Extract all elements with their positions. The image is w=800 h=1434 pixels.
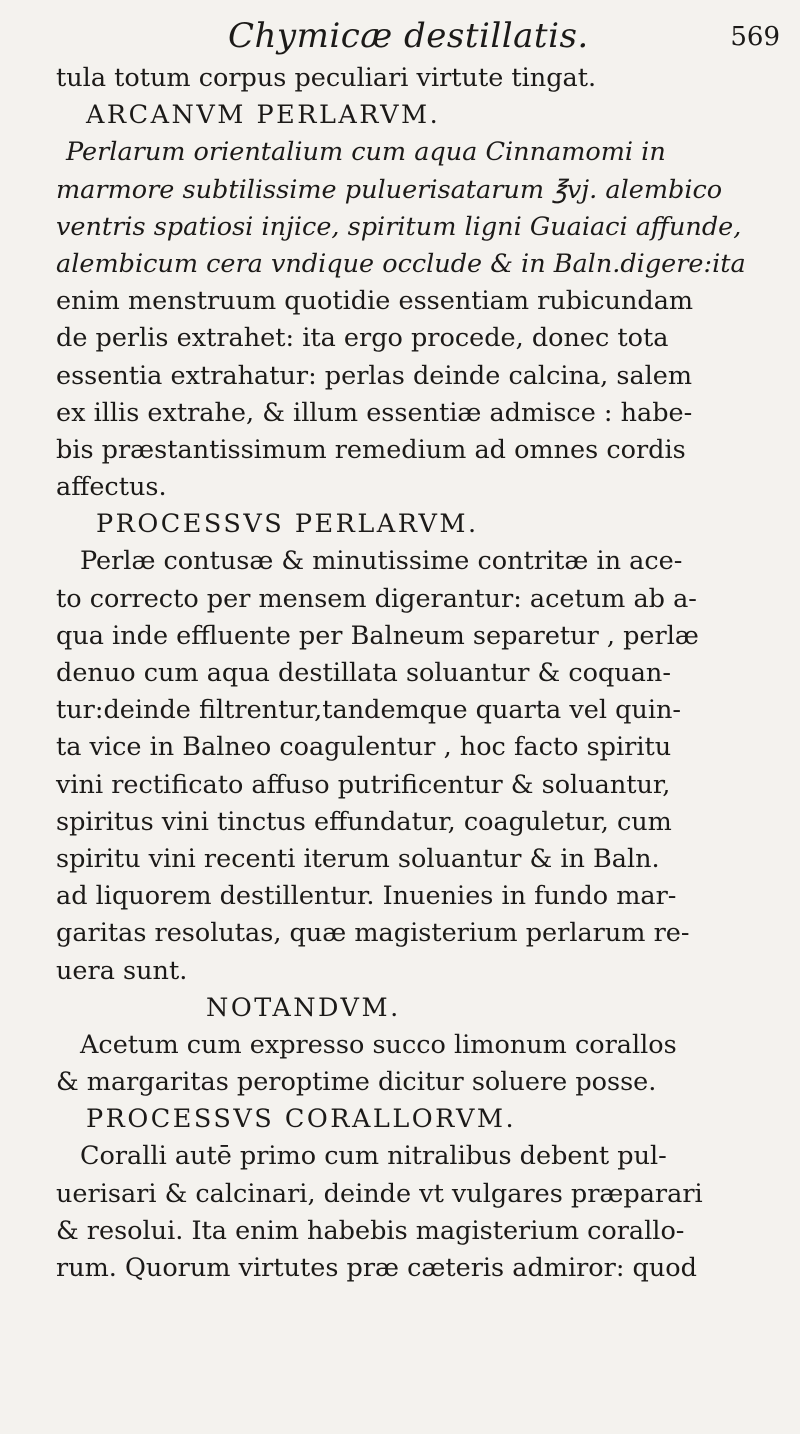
page-number: 569 [730, 22, 780, 52]
text-line: qua inde effluente per Balneum separetur , perlæ [56, 620, 699, 651]
text-line: marmore subtilissime puluerisatarum ℥vj. alembico [56, 174, 723, 205]
text-line: uerisari & calcinari, deinde vt vulgares præparari [56, 1178, 703, 1209]
text-line: uera sunt. [56, 955, 188, 986]
text-line: affectus. [56, 472, 167, 503]
section-heading-arcanum: ARCANVM PERLARVM. [86, 100, 441, 131]
text-line: denuo cum aqua destillata soluantur & coquan- [56, 658, 671, 688]
text-line: spiritu vini recenti iterum soluantur & in Baln. [56, 843, 660, 874]
text-line: Coralli autē primo cum nitralibus debent pul- [80, 1141, 667, 1172]
text-line: ta vice in Balneo coagulentur , hoc facto spiritu [56, 732, 672, 763]
running-title: Chymicæ destillatis. [228, 16, 589, 56]
text-line: spiritus vini tinctus effundatur, coaguletur, cum [56, 806, 672, 837]
text-line: enim menstruum quotidie essentiam rubicundam [56, 286, 694, 317]
text-line: ventris spatiosi injice, spiritum ligni Guaiaci affunde, [56, 211, 742, 242]
body-text [56, 60, 796, 1287]
text-line: tur:deinde filtrentur,tandemque quarta vel quin- [56, 695, 682, 726]
text-line: Perlæ contusæ & minutissime contritæ in ace- [80, 546, 683, 577]
text-line: rum. Quorum virtutes præ cæteris admiror: quod [56, 1253, 697, 1283]
text-line: vini rectificato affuso putrificentur & soluantur, [56, 769, 671, 800]
section-heading-processus-corallorum: PROCESSVS CORALLORVM. [86, 1104, 517, 1135]
text-line: Perlarum orientalium cum aqua Cinnamomi in [66, 137, 666, 168]
section-heading-processus-perlarum: PROCESSVS PERLARVM. [96, 509, 479, 540]
text-line: garitas resolutas, quæ magisterium perlarum re- [56, 918, 690, 949]
text-line: to correcto per mensem digerantur: acetum ab a- [56, 583, 697, 614]
text-line: ex illis extrahe, & illum essentiæ admisce : habe- [56, 397, 693, 428]
text-line: tula totum corpus peculiari virtute tingat. [56, 63, 597, 93]
page-header [0, 10, 800, 58]
text-line: Acetum cum expresso succo limonum corallos [80, 1029, 677, 1060]
text-line: de perlis extrahet: ita ergo procede, donec tota [56, 323, 669, 354]
text-line: bis præstantissimum remedium ad omnes cordis [56, 434, 686, 465]
text-line: & resolui. Ita enim habebis magisterium corallo- [56, 1215, 685, 1246]
text-line: alembicum cera vndique occlude & in Baln.digere:ita [56, 248, 746, 279]
text-line: & margaritas peroptime dicitur soluere posse. [56, 1067, 657, 1098]
text-line: ad liquorem destillentur. Inuenies in fundo mar- [56, 881, 677, 912]
text-line: essentia extrahatur: perlas deinde calcina, salem [56, 360, 693, 391]
section-heading-notandum: NOTANDVM. [206, 992, 401, 1023]
